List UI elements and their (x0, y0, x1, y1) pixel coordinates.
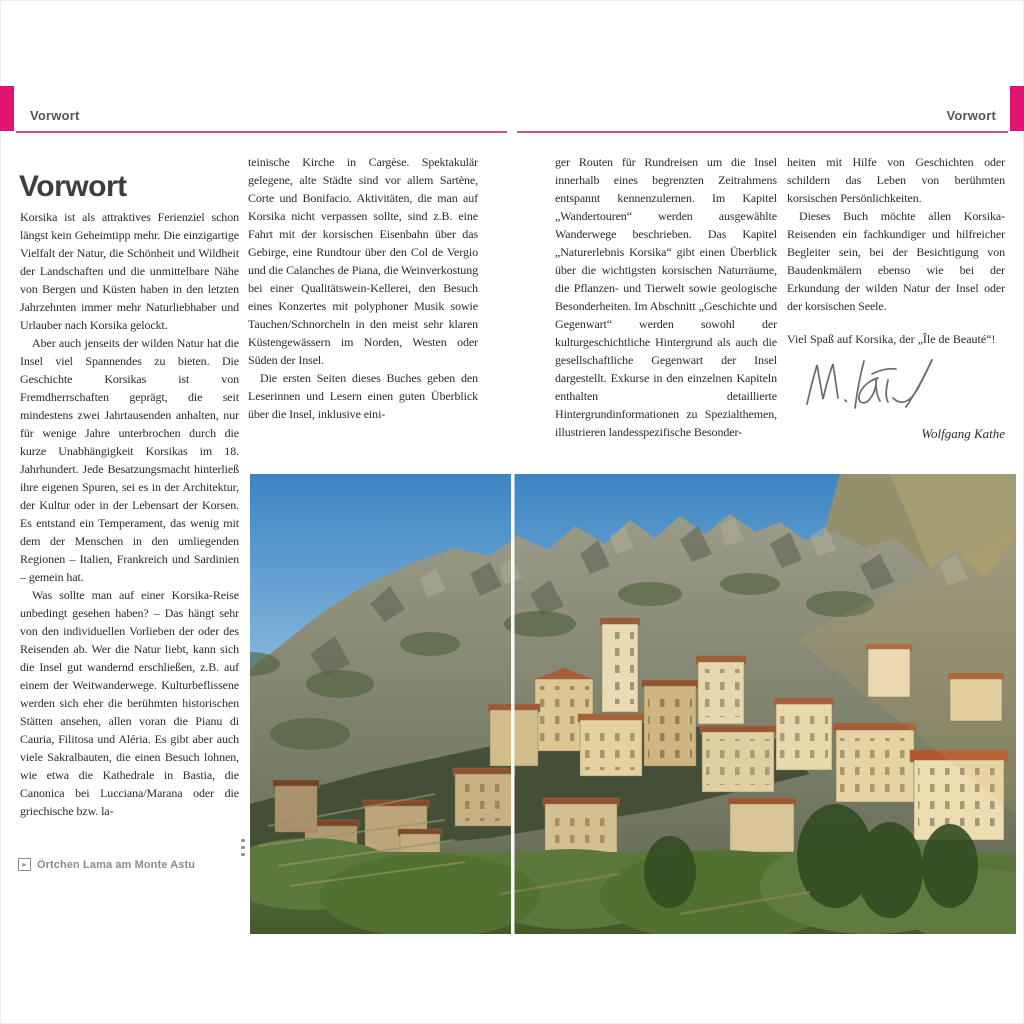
page-tab-left (0, 86, 14, 131)
photo-caption-label: Örtchen Lama am Monte Astu (37, 858, 196, 871)
closing-line: Viel Spaß auf Korsika, der „Île de Beauté“! (787, 332, 996, 346)
paragraph: Was sollte man auf einer Korsika-Reise unbedingt gesehen haben? – Das hängt sehr von den individuellen Vorlieben der oder des Reisenden ab. Wer die Natur liebt, kann sich die Insel gut wandernd erschließen, z.B. auf einem der Weitwanderwege. Kulturbeflissene werden sich eher die berühmten historischen Stätten ansehen, allen voran die Pianu di Cauria, Filitosa und Aléria. Es gibt aber auch viele Sakralbauten, die einen Besuch lohnen, wie etwa die Kathedrale in Bastia, die Canonica bei Lucciana/Marana oder die griechische bzw. la- (20, 588, 239, 818)
paragraph: Aber auch jenseits der wilden Natur hat die Insel viel Spannendes zu bieten. Die Geschichte Korsikas ist von Fremdherrschaften geprägt, die seit mindestens zwei Jahrtausenden anhalten, nur für wenige Jahre unterbrochen durch die kurze Unabhängigkeit Korsikas im 18. Jahrhundert. Jede Besatzungsmacht hinterließ ihre eigenen Spuren, sei es in der Architektur, der Kultur oder in der Lebensart der Korsen. Es entstand ein Temperament, das wenig mit dem der Menschen in den umliegenden Regionen – Italien, Frankreich und Sardinien – gemein hat. (20, 336, 239, 584)
running-head-right: Vorwort (946, 108, 996, 123)
boxed-arrow-icon: ▸ (18, 858, 31, 871)
photo-caption (18, 858, 195, 871)
header-rule-left (16, 131, 507, 133)
page-tab-right (1010, 86, 1024, 131)
left-page-column-1 (20, 208, 239, 844)
right-page-column-2 (787, 153, 1005, 353)
paragraph: ger Routen für Rundreisen um die Insel innerhalb eines begrenzten Zeitrahmens entspannt kennenzulernen. Im Kapitel „Wandertouren“ werden ausgewählte Wanderwege beschrieben. Das Kapitel „Naturerlebnis Korsika“ gibt einen Überblick über die wichtigsten korsischen Naturräume, die Pflanzen- und Tierwelt sowie geologische Besonderheiten. Im Abschnitt „Geschichte und Gegenwart“ werden sowohl der kulturgeschichtliche Hintergrund als auch die gesellschaftliche Gegenwart der Insel dargestellt. Exkurse in den einzelnen Kapiteln enthalten detaillierte Hintergrundinformationen zu Spezialthemen, illustrieren landesspezifische Besonder- (555, 155, 777, 439)
right-page-column-1 (555, 153, 777, 471)
paragraph: Korsika ist als attraktives Ferienziel schon längst kein Geheimtipp mehr. Die einzigartige Vielfalt der Natur, die Schönheit und Wildheit der Landschaften und die unmittelbare Nähe von Bergen und Küsten haben in den letzten Jahrzehnten immer mehr Naturliebhaber und Urlauber nach Korsika gelockt. (20, 210, 239, 332)
paragraph: Die ersten Seiten dieses Buches geben den Leserinnen und Lesern einen guten Überblick über die Insel, inklusive eini- (248, 371, 478, 421)
paragraph: teinische Kirche in Cargèse. Spektakulär gelegene, alte Städte sind vor allem Sartène, Corte und Bonifacio. Aktivitäten, die man auf Korsika nicht verpassen sollte, sind z.B. eine Fahrt mit der korsischen Eisenbahn über das Gebirge, eine Rundtour über den Col de Vergio und die Calanches de Piana, die Weinverkostung bei einer Qualitätswein-Kellerei, den Besuch eines Konzertes mit polyphoner Musik sowie Tauchen/Schnorcheln in den meist sehr klaren Küstengewässern im Norden, Westen oder Süden der Insel. (248, 155, 478, 367)
author-name: Wolfgang Kathe (921, 426, 1005, 441)
paragraph: heiten mit Hilfe von Geschichten oder schildern das Leben von berühmten korsischen Persönlichkeiten. (787, 155, 1005, 205)
left-page-column-2 (248, 153, 478, 471)
village-photo-art (250, 474, 1016, 934)
header-rule-right (517, 131, 1008, 133)
paragraph: Dieses Buch möchte allen Korsika-Reisenden ein fachkundiger und hilfreicher Begleiter sein, bei der Besichtigung von Baudenkmälern ebenso wie bei der Erkundung der wilden Natur der Insel oder der korsischen Seele. (787, 209, 1005, 313)
author-signature (800, 352, 950, 420)
running-head-left: Vorwort (30, 108, 80, 123)
village-photo (250, 474, 1016, 934)
page-title: Vorwort (19, 170, 127, 204)
photo-credit-marks (241, 839, 245, 856)
